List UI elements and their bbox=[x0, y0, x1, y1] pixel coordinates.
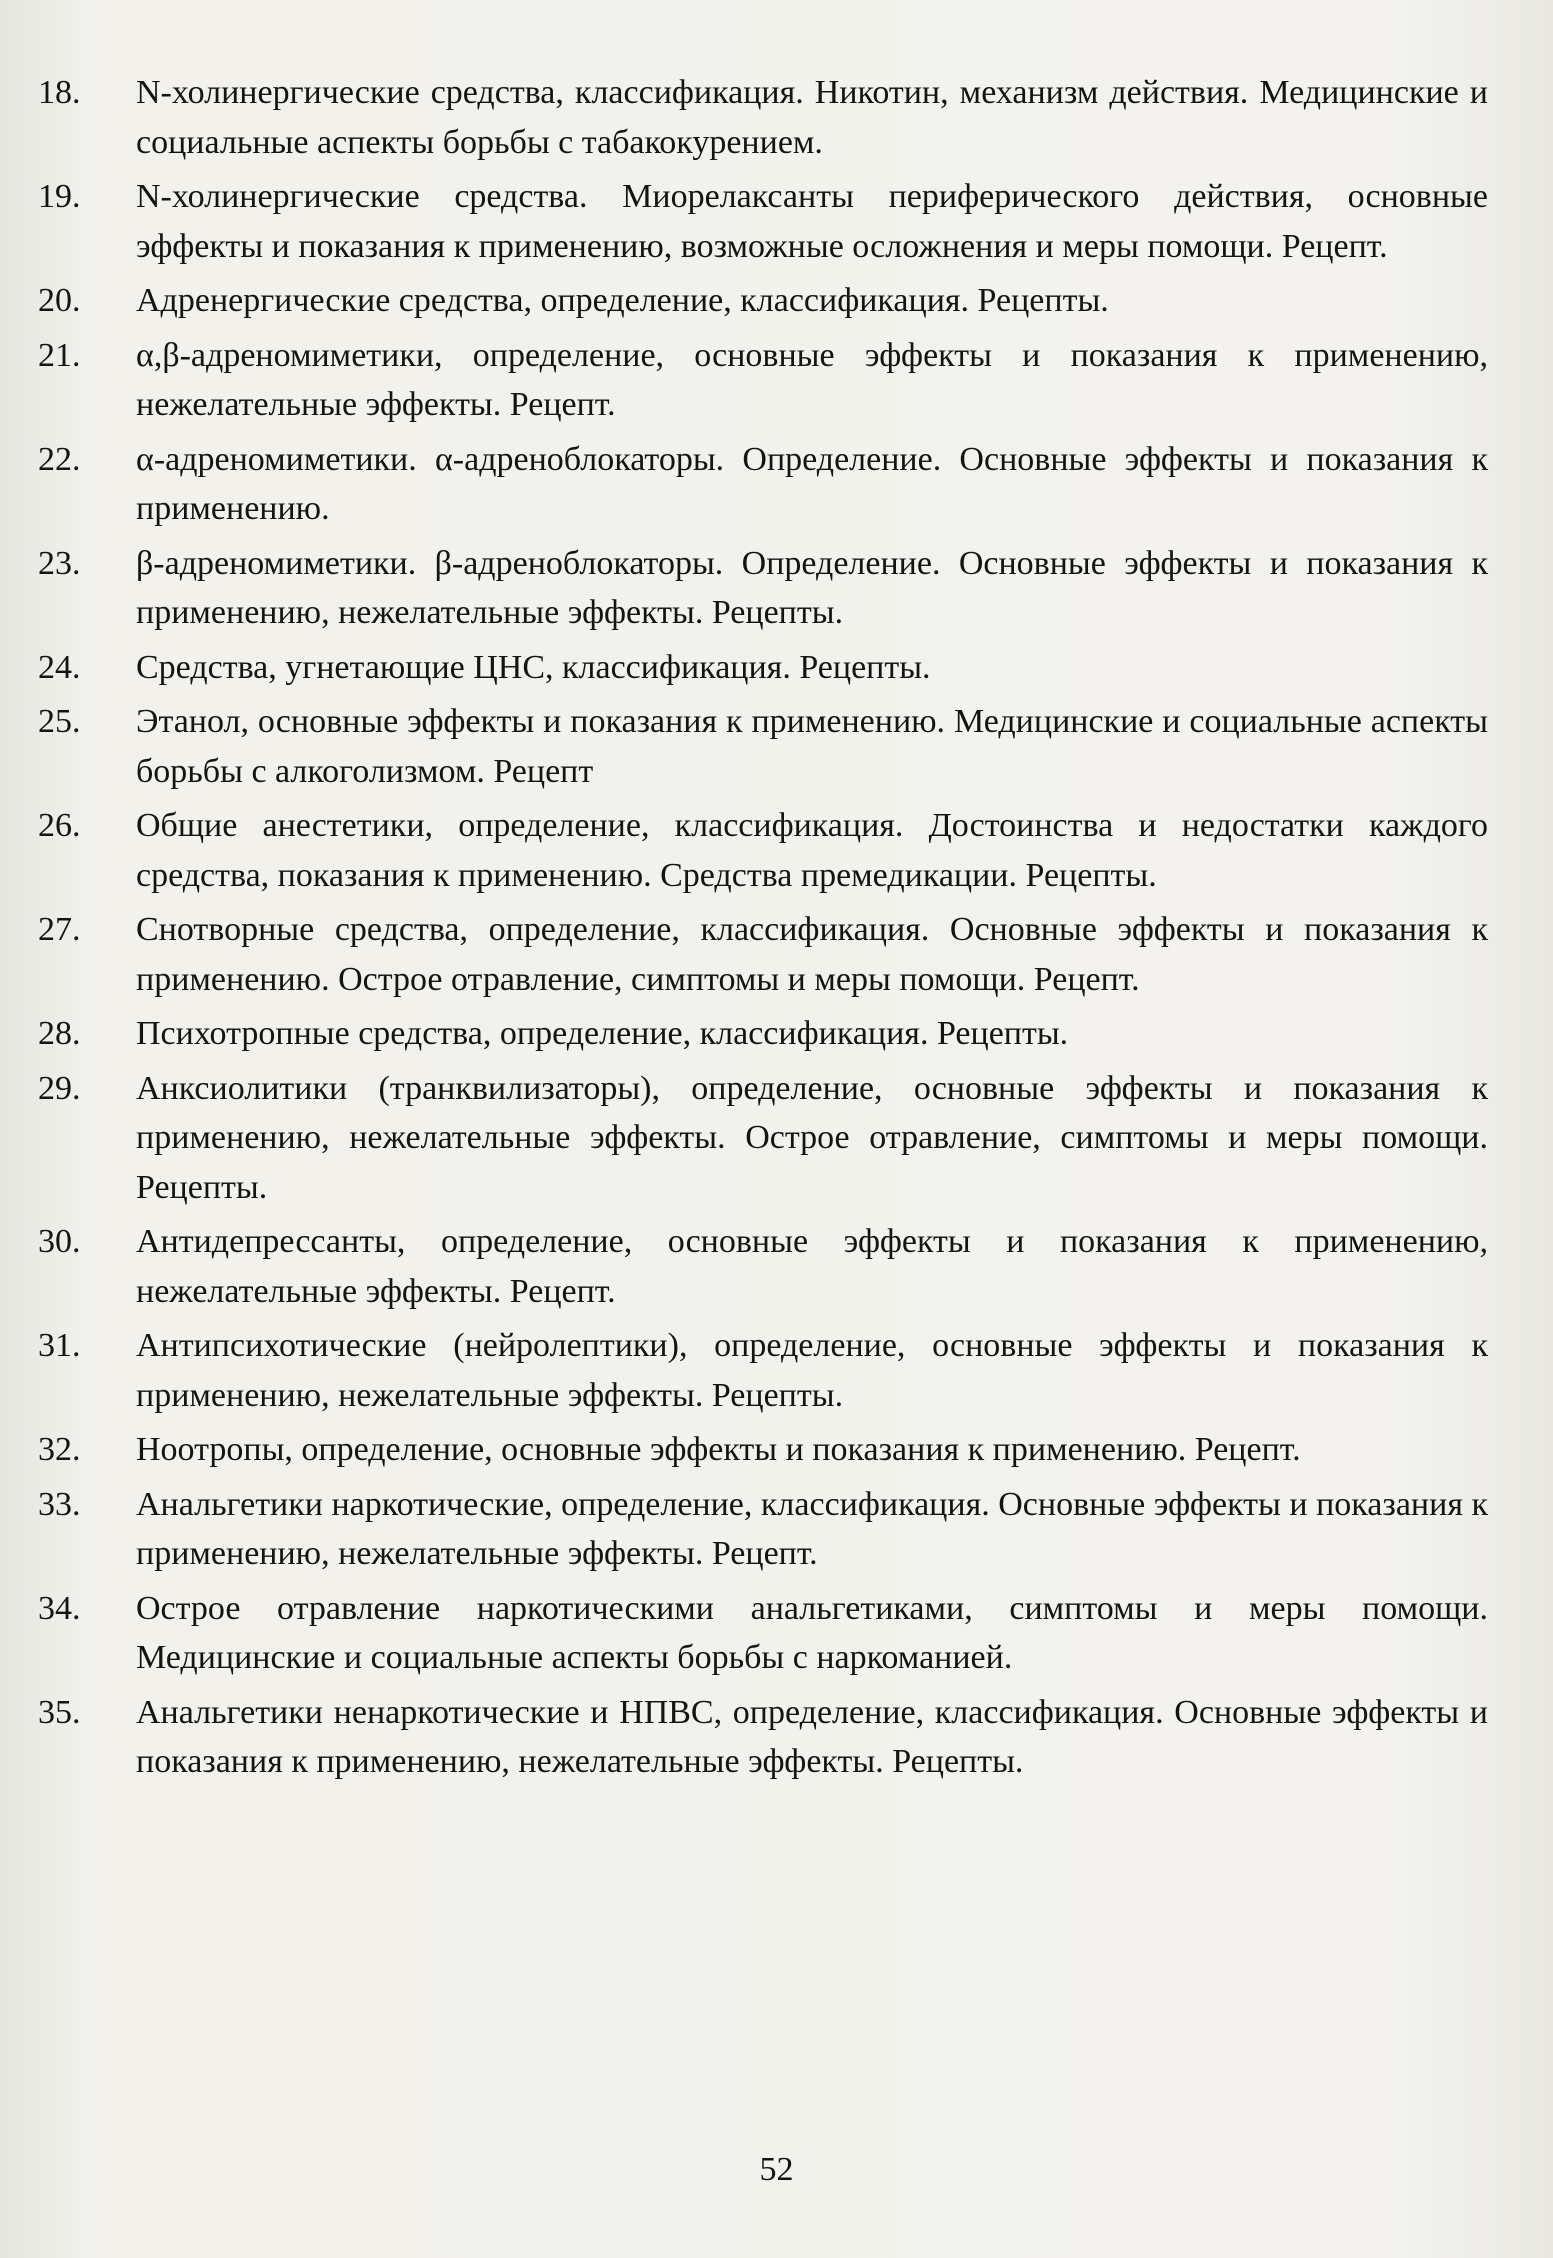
list-item bbox=[38, 276, 1488, 326]
item-text: Адренергические средства, определение, классификация. Рецепты. bbox=[136, 282, 1109, 319]
item-text: α-адреномиметики. α-адреноблокаторы. Определение. Основные эффекты и показания к применению. bbox=[136, 440, 1488, 527]
list-item bbox=[38, 1217, 1488, 1316]
item-text: Общие анестетики, определение, классификация. Достоинства и недостатки каждого средства, показания к применению. Средства премедикации. Рецепты. bbox=[136, 807, 1488, 894]
item-text: β-адреномиметики. β-адреноблокаторы. Определение. Основные эффекты и показания к применению, нежелательные эффекты. Рецепты. bbox=[136, 544, 1488, 631]
list-item bbox=[38, 435, 1488, 534]
list-item bbox=[38, 68, 1488, 167]
item-text: Анксиолитики (транквилизаторы), определение, основные эффекты и показания к применению, нежелательные эффекты. Острое отравление, симптомы и меры помощи. Рецепты. bbox=[136, 1069, 1488, 1206]
item-number: 34. bbox=[38, 1589, 81, 1627]
item-text: Острое отравление наркотическими анальгетиками, симптомы и меры помощи. Медицинские и социальные аспекты борьбы с наркоманией. bbox=[136, 1589, 1488, 1676]
item-text: Анальгетики наркотические, определение, классификация. Основные эффекты и показания к применению, нежелательные эффекты. Рецепт. bbox=[136, 1485, 1488, 1572]
item-number: 20. bbox=[38, 282, 81, 319]
item-text: Антидепрессанты, определение, основные эффекты и показания к применению, нежелательные эффекты. Рецепт. bbox=[136, 1223, 1488, 1310]
list-item bbox=[38, 1009, 1488, 1059]
item-number: 19. bbox=[38, 178, 81, 215]
list-item bbox=[38, 172, 1488, 271]
item-number: 18. bbox=[38, 74, 81, 111]
item-number: 28. bbox=[38, 1015, 81, 1052]
list-item bbox=[38, 1688, 1488, 1787]
list-item bbox=[38, 1064, 1488, 1213]
item-number: 31. bbox=[38, 1327, 81, 1364]
item-number: 26. bbox=[38, 807, 81, 844]
list-item bbox=[38, 801, 1488, 900]
item-number: 29. bbox=[38, 1069, 81, 1107]
list-item bbox=[38, 1321, 1488, 1420]
item-number: 23. bbox=[38, 544, 81, 582]
item-number: 24. bbox=[38, 648, 81, 686]
item-text: N-холинергические средства, классификация. Никотин, механизм действия. Медицинские и социальные аспекты борьбы с табакокурением. bbox=[136, 74, 1488, 161]
question-list bbox=[38, 68, 1488, 1792]
list-item bbox=[38, 1480, 1488, 1579]
item-text: Ноотропы, определение, основные эффекты и показания к применению. Рецепт. bbox=[136, 1431, 1301, 1468]
list-item bbox=[38, 1584, 1488, 1683]
list-item bbox=[38, 1425, 1488, 1475]
item-text: α,β-адреномиметики, определение, основные эффекты и показания к применению, нежелательные эффекты. Рецепт. bbox=[136, 336, 1488, 423]
item-number: 35. bbox=[38, 1693, 81, 1731]
list-item bbox=[38, 905, 1488, 1004]
item-text: Снотворные средства, определение, классификация. Основные эффекты и показания к применению. Острое отравление, симптомы и меры помощи. Рецепт. bbox=[136, 911, 1488, 998]
item-number: 32. bbox=[38, 1431, 81, 1468]
item-number: 21. bbox=[38, 336, 81, 374]
item-text: Антипсихотические (нейролептики), определение, основные эффекты и показания к применению, нежелательные эффекты. Рецепты. bbox=[136, 1327, 1488, 1414]
item-number: 27. bbox=[38, 911, 81, 948]
list-item bbox=[38, 539, 1488, 638]
page-number: 52 bbox=[759, 2151, 794, 2188]
list-item bbox=[38, 331, 1488, 430]
item-number: 33. bbox=[38, 1485, 81, 1523]
item-number: 25. bbox=[38, 703, 81, 740]
item-text: Психотропные средства, определение, классификация. Рецепты. bbox=[136, 1015, 1069, 1052]
list-item bbox=[38, 697, 1488, 796]
item-number: 30. bbox=[38, 1223, 81, 1260]
item-number: 22. bbox=[38, 440, 81, 478]
item-text: Этанол, основные эффекты и показания к применению. Медицинские и социальные аспекты борьбы с алкоголизмом. Рецепт bbox=[136, 703, 1488, 790]
item-text: Анальгетики ненаркотические и НПВС, определение, классификация. Основные эффекты и показания к применению, нежелательные эффекты. Рецепты. bbox=[136, 1693, 1488, 1780]
item-text: N-холинергические средства. Миорелаксанты периферического действия, основные эффекты и показания к применению, возможные осложнения и меры помощи. Рецепт. bbox=[136, 178, 1488, 265]
item-text: Средства, угнетающие ЦНС, классификация. Рецепты. bbox=[136, 648, 931, 686]
list-item bbox=[38, 643, 1488, 693]
